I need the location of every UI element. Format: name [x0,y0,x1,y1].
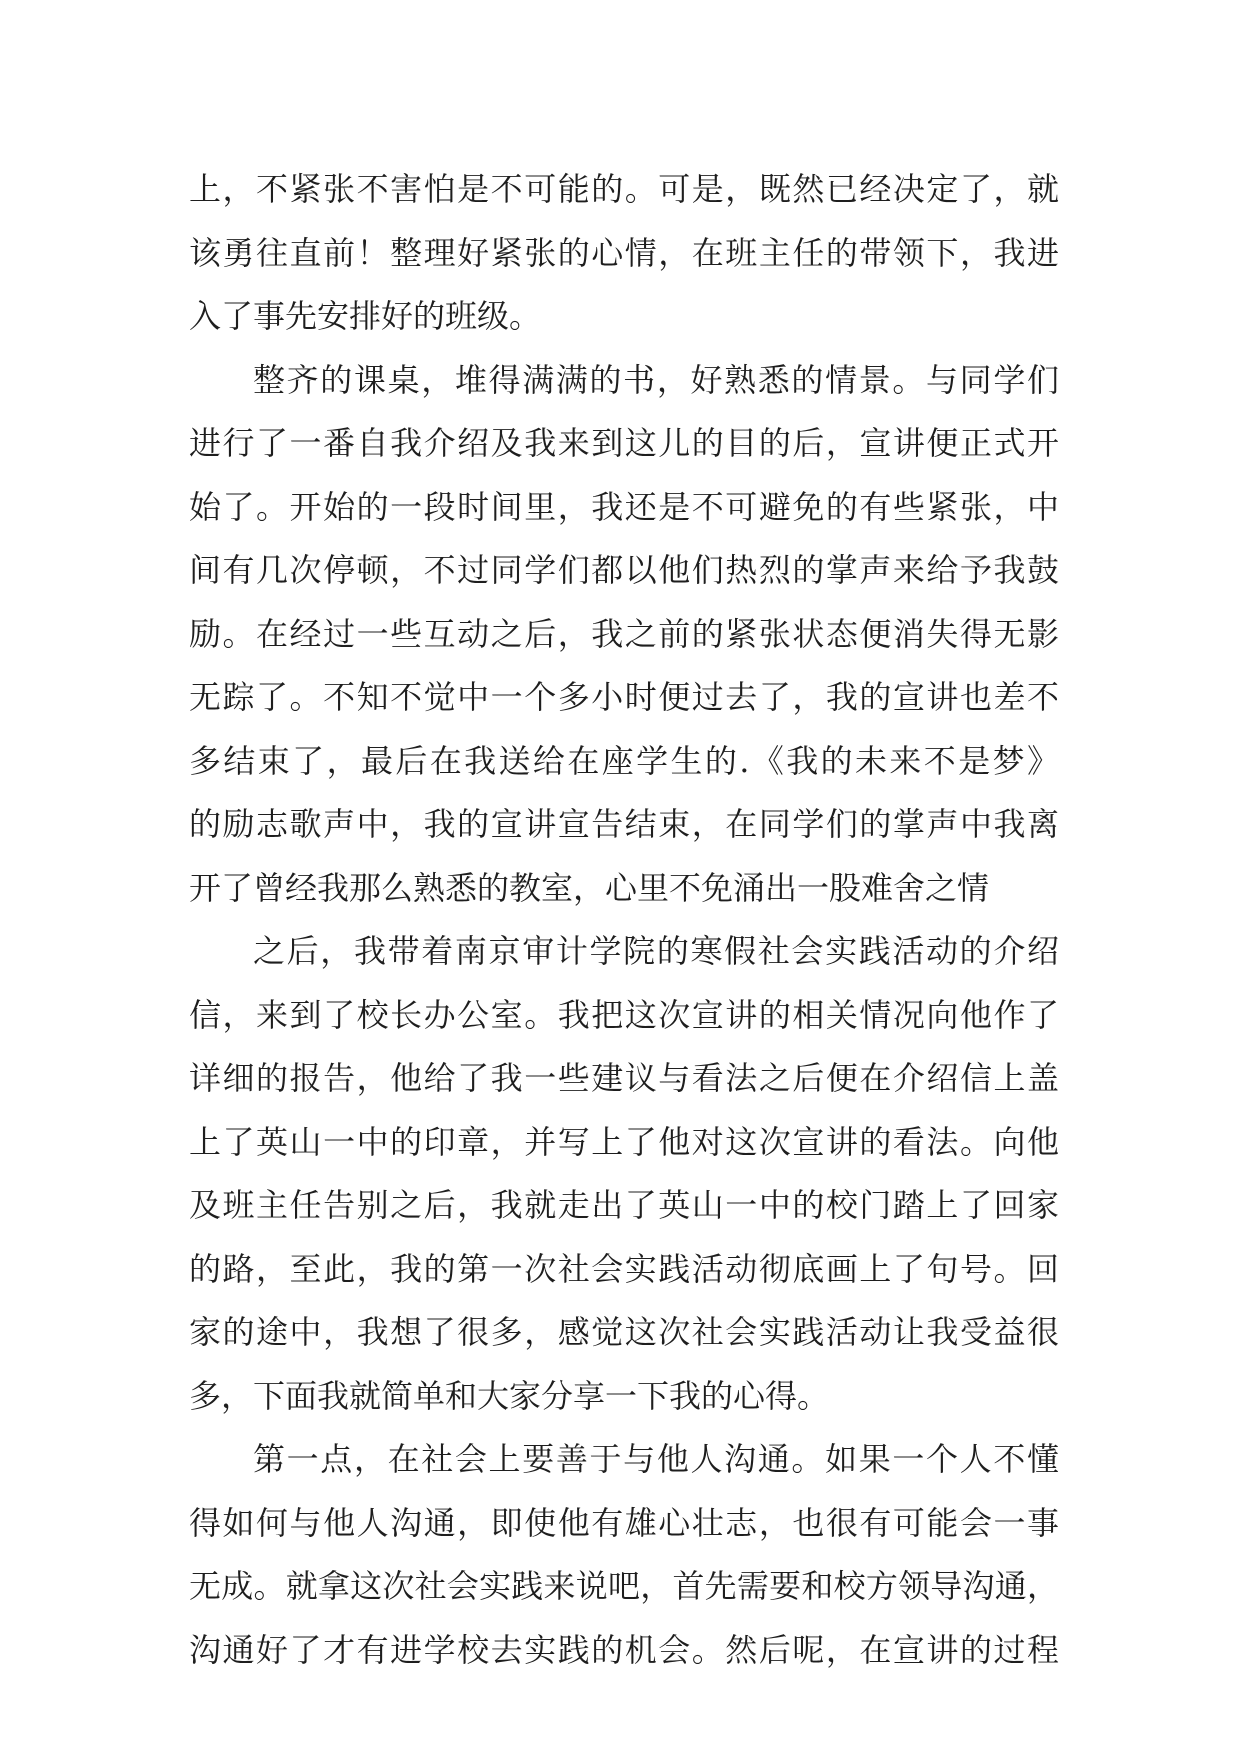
text-line: 间有几次停顿，不过同学们都以他们热烈的掌声来给予我鼓 [189,551,1059,589]
text-line: 第一点，在社会上要善于与他人沟通。如果一个人不懂 [253,1440,1059,1478]
text-line: 得如何与他人沟通，即使他有雄心壮志，也很有可能会一事 [189,1503,1059,1542]
text-line: 开了曾经我那么熟悉的教室，心里不免涌出一股难舍之情 [189,868,990,907]
text-line: 多结束了，最后在我送给在座学生的.《我的未来不是梦》 [189,741,1059,780]
text-line: 信，来到了校长办公室。我把这次宣讲的相关情况向他作了 [189,995,1059,1034]
document-body [189,158,1059,1682]
text-line: 该勇往直前！整理好紧张的心情，在班主任的带领下，我进 [189,233,1059,272]
text-line: 始了。开始的一段时间里，我还是不可避免的有些紧张，中 [189,487,1059,526]
text-line: 详细的报告，他给了我一些建议与看法之后便在介绍信上盖 [189,1059,1059,1097]
text-line: 上，不紧张不害怕是不可能的。可是，既然已经决定了，就 [189,170,1059,208]
text-line: 沟通好了才有进学校去实践的机会。然后呢，在宣讲的过程 [189,1630,1059,1669]
text-line: 上了英山一中的印章，并写上了他对这次宣讲的看法。向他 [189,1122,1059,1161]
text-line: 之后，我带着南京审计学院的寒假社会实践活动的介绍 [253,932,1059,970]
text-line: 多，下面我就简单和大家分享一下我的心得。 [189,1376,830,1415]
text-line: 无踪了。不知不觉中一个多小时便过去了，我的宣讲也差不 [189,678,1059,716]
text-line: 进行了一番自我介绍及我来到这儿的目的后，宣讲便正式开 [189,424,1059,462]
text-line: 励。在经过一些互动之后，我之前的紧张状态便消失得无影 [189,614,1059,653]
text-line: 的励志歌声中，我的宣讲宣告结束，在同学们的掌声中我离 [189,805,1059,843]
text-line: 无成。就拿这次社会实践来说吧，首先需要和校方领导沟通， [189,1567,1059,1605]
text-line: 及班主任告别之后，我就走出了英山一中的校门踏上了回家 [189,1186,1059,1224]
text-line: 整齐的课桌，堆得满满的书，好熟悉的情景。与同学们 [253,360,1059,399]
text-line: 入了事先安排好的班级。 [189,297,542,335]
text-line: 家的途中，我想了很多，感觉这次社会实践活动让我受益很 [189,1313,1059,1351]
text-line: 的路，至此，我的第一次社会实践活动彻底画上了句号。回 [189,1249,1059,1288]
